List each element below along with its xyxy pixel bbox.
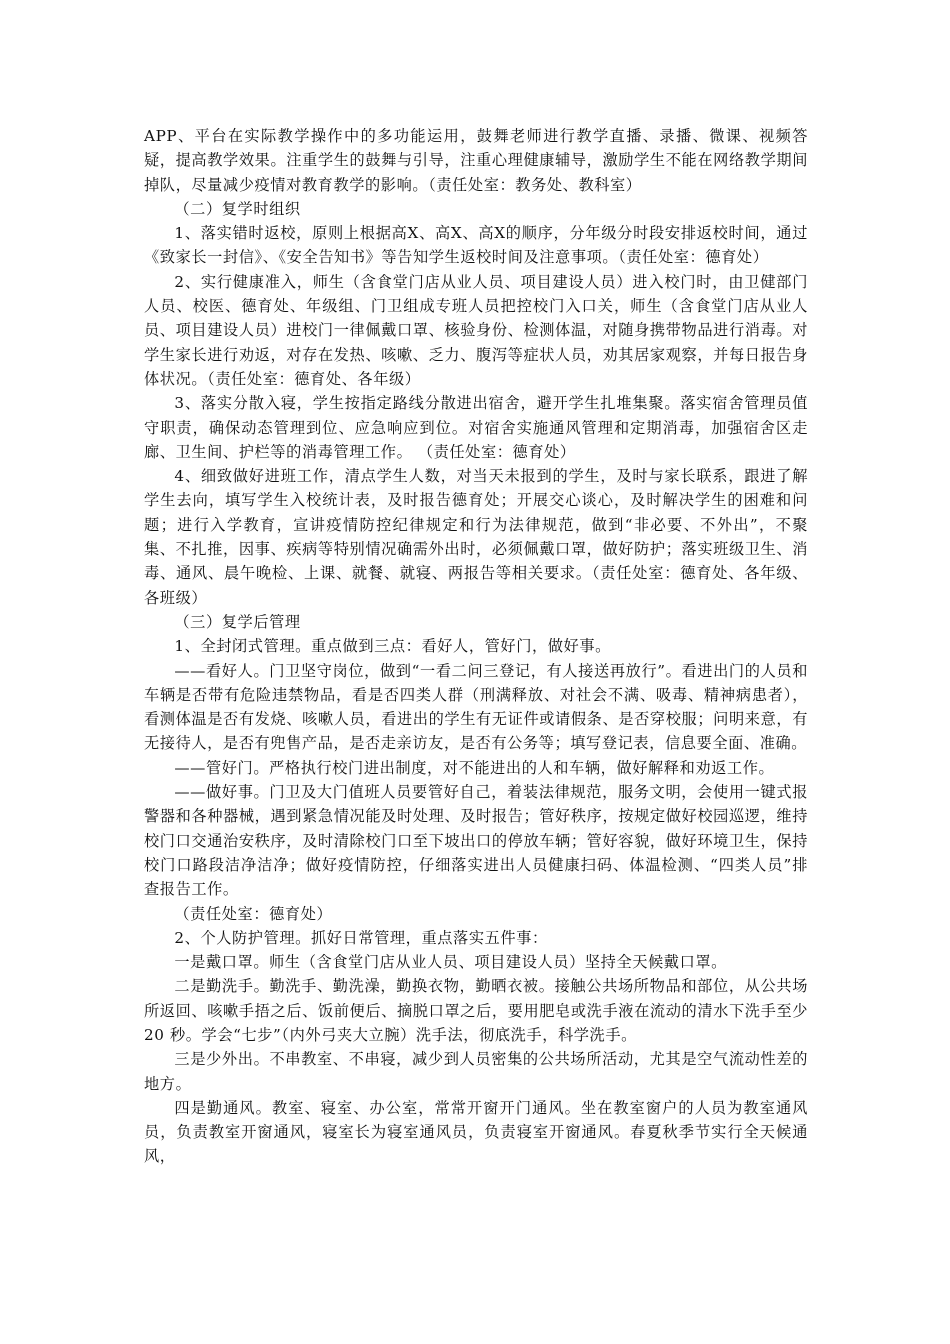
paragraph-ventilation: 四是勤通风。教室、寝室、办公室，常常开窗开门通风。坐在教室窗户的人员为教室通风员，负责教室开窗通风，寝室长为寝室通风员，负责寝室开窗通风。春夏秋季节实行全天候通风，: [144, 1098, 808, 1166]
paragraph-staggered-return: 1、落实错时返校，原则上根据高X、高X、高X的顺序，分年级分时段安排返校时间，通过《致家长一封信》、《安全告知书》等告知学生返校时间及注意事项。（责任处室：德育处）: [144, 224, 808, 267]
section-heading-after-return: （三）复学后管理: [174, 612, 301, 631]
paragraph-class-entry: 4、细致做好进班工作，清点学生人数，对当天未报到的学生，及时与家长联系，跟进了解学生去向，填写学生入校统计表，及时报告德育处；开展交心谈心，及时解决学生的困难和问题；进行入学教育，宣讲疫情防控纪律规定和行为法律规范，做到“非必要、不外出”，不聚集、不扎推，因事、疾病等特别情况确需外出时，必须佩戴口罩，做好防护；落实班级卫生、消毒、通风、晨午晚检、上课、就餐、就寝、两报告等相关要求。（责任处室：德育处、各年级、各班级）: [144, 467, 808, 607]
paragraph-wear-mask: 一是戴口罩。师生（含食堂门店从业人员、项目建设人员）坚持全天候戴口罩。: [174, 953, 727, 972]
paragraph-responsible-office: （责任处室：德育处）: [174, 904, 333, 923]
paragraph-go-out-less: 三是少外出。不串教室、不串寝，减少到人员密集的公共场所活动，尤其是空气流动性差的地方。: [144, 1050, 808, 1093]
paragraph-watch-people: ——看好人。门卫坚守岗位，做到“一看二问三登记，有人接送再放行”。看进出门的人员和车辆是否带有危险违禁物品，看是否四类人群（刑满释放、对社会不满、吸毒、精神病患者），看测体温是否有发烧、咳嗽人员，看进出的学生有无证件或请假条、是否穿校服；问明来意，有无接待人，是否有兜售产品，是否走亲访友，是否有公务等；填写登记表，信息要全面、准确。: [144, 661, 808, 753]
document-body: [144, 124, 808, 1169]
paragraph-health-admission: 2、实行健康准入，师生（含食堂门店从业人员、项目建设人员）进入校门时，由卫健部门人员、校医、德育处、年级组、门卫组成专班人员把控校门入口关，师生（含食堂门店从业人员、项目建设人员）进校门一律佩戴口罩、核验身份、检测体温，对随身携带物品进行消毒。对学生家长进行劝返，对存在发热、咳嗽、乏力、腹泻等症状人员，劝其居家观察，并每日报告身体状况。（责任处室：德育处、各年级）: [144, 272, 808, 388]
paragraph-guard-gate: ——管好门。严格执行校门进出制度，对不能进出的人和车辆，做好解释和劝返工作。: [174, 758, 775, 777]
section-heading-during-return: （二）复学时组织: [174, 199, 301, 218]
paragraph-personal-protection: 2、个人防护管理。抓好日常管理，重点落实五件事：: [174, 928, 548, 947]
paragraph-closed-management: 1、全封闭式管理。重点做到三点：看好人，管好门，做好事。: [174, 637, 611, 656]
paragraph-wash-hands: 二是勤洗手。勤洗手、勤洗澡，勤换衣物，勤晒衣被。接触公共场所物品和部位，从公共场所返回、咳嗽手捂之后、饭前便后、摘脱口罩之后，要用肥皂或洗手液在流动的清水下洗手至少 20 秒。学会“七步”（内外弓夹大立腕）洗手法，彻底洗手，科学洗手。: [144, 977, 808, 1044]
paragraph-dormitory-entry: 3、落实分散入寝，学生按指定路线分散进出宿舍，避开学生扎堆集聚。落实宿舍管理员值守职责，确保动态管理到位、应急响应到位。对宿舍实施通风管理和定期消毒，加强宿舍区走廊、卫生间、护栏等的消毒管理工作。 （责任处室：德育处）: [144, 394, 808, 461]
paragraph-do-things-well: ——做好事。门卫及大门值班人员要管好自己，着装法律规范，服务文明，会使用一键式报警器和各种器械，遇到紧急情况能及时处理、及时报告；管好秩序，按规定做好校园巡逻，维持校门口交通治安秩序，及时清除校门口至下坡出口的停放车辆；管好容貌，做好环境卫生，保持校门口路段洁净洁净；做好疫情防控，仔细落实进出人员健康扫码、体温检测、“四类人员”排查报告工作。: [144, 783, 808, 899]
paragraph-intro-continuation: APP、平台在实际教学操作中的多功能运用，鼓舞老师进行教学直播、录播、微课、视频答疑，提高教学效果。注重学生的鼓舞与引导，注重心理健康辅导，激励学生不能在网络教学期间掉队，尽量减少疫情对教育教学的影响。（责任处室：教务处、教科室）: [144, 127, 808, 194]
